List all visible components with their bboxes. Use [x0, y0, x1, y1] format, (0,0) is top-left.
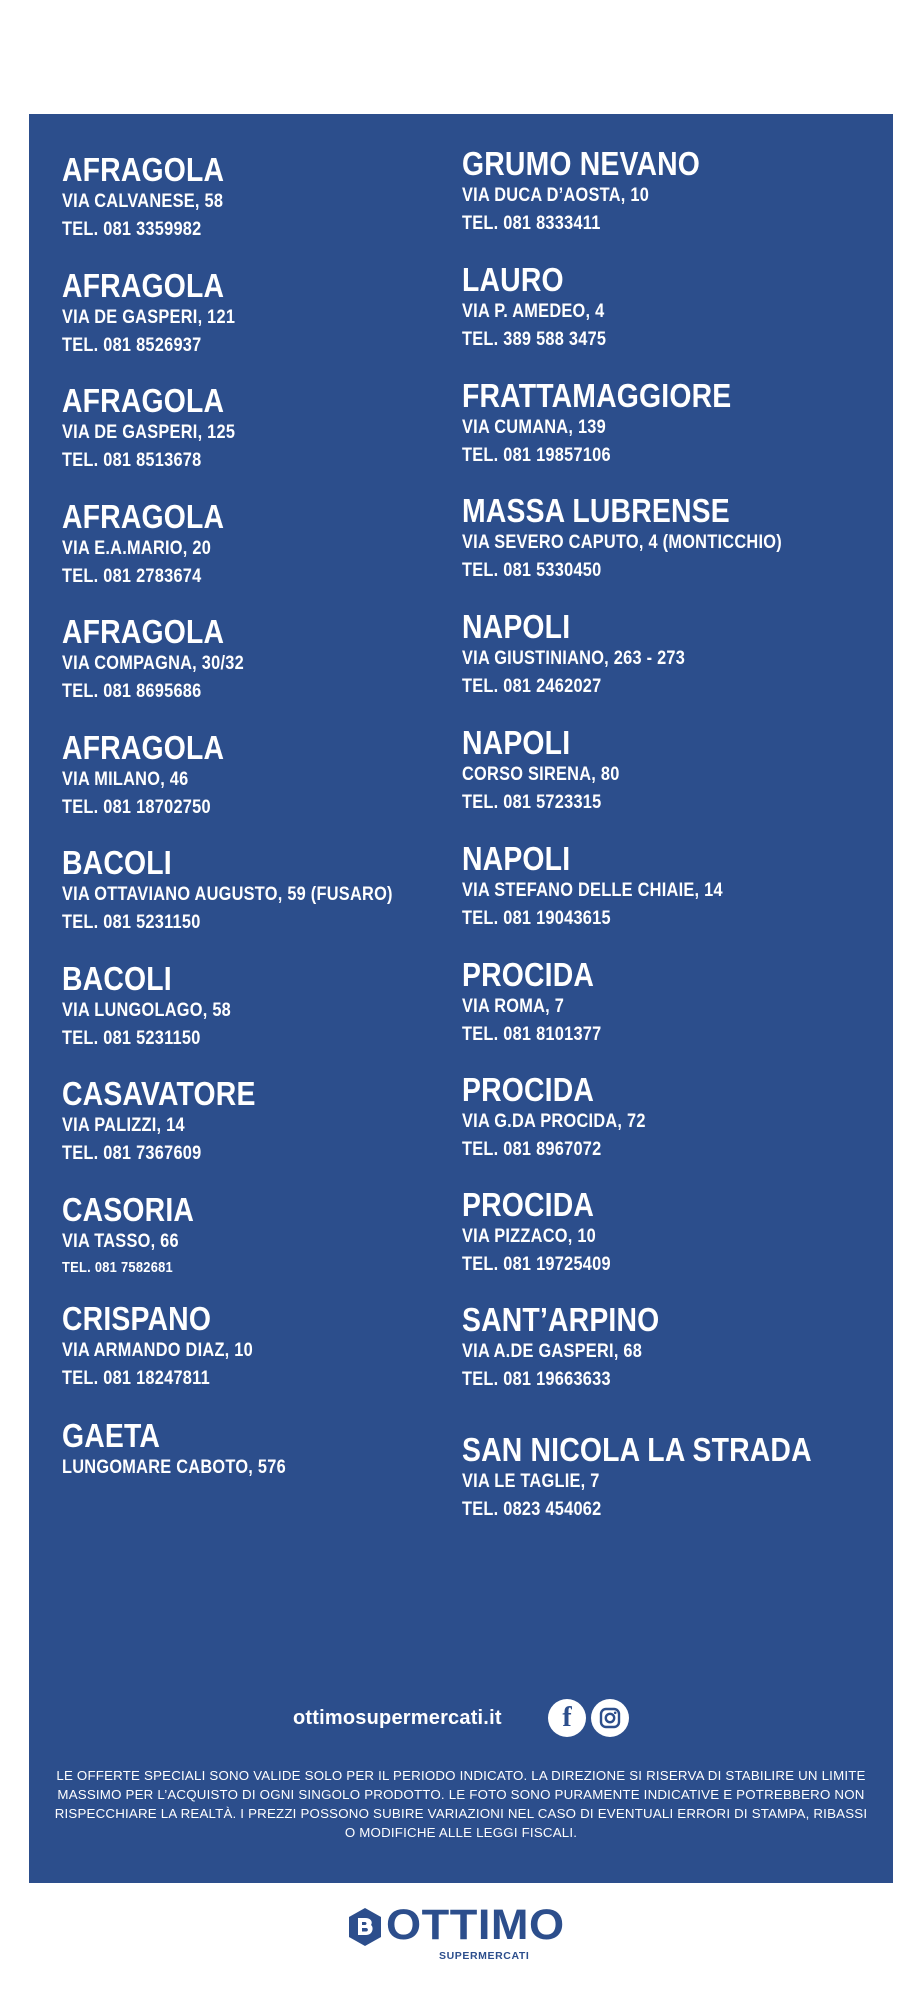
store-city: AFRAGOLA	[62, 382, 225, 419]
store-entry	[62, 383, 263, 475]
store-address: VIA LUNGOLAGO, 58	[62, 1000, 232, 1021]
store-entry	[62, 1192, 216, 1280]
store-city: FRATTAMAGGIORE	[462, 377, 732, 414]
store-phone: TEL. 081 3359982	[62, 219, 202, 240]
store-phone: TEL. 081 5231150	[62, 1028, 201, 1049]
store-phone: TEL. 081 19663633	[462, 1369, 611, 1390]
store-address: CORSO SIRENA, 80	[462, 764, 620, 785]
store-address: VIA SEVERO CAPUTO, 4 (MONTICCHIO)	[462, 532, 782, 553]
store-address: LUNGOMARE CABOTO, 576	[62, 1457, 286, 1478]
store-city: LAURO	[462, 261, 564, 298]
store-entry	[462, 1302, 692, 1394]
store-entry	[62, 499, 251, 591]
store-city: CASORIA	[62, 1191, 195, 1228]
store-city: PROCIDA	[462, 1071, 595, 1108]
store-phone: TEL. 389 588 3475	[462, 329, 607, 350]
store-address: VIA CUMANA, 139	[462, 417, 607, 438]
facebook-icon[interactable]: f	[548, 1699, 586, 1737]
store-entry	[62, 1418, 322, 1482]
store-address: VIA A.DE GASPERI, 68	[462, 1341, 643, 1362]
store-address: VIA LE TAGLIE, 7	[462, 1471, 600, 1492]
instagram-icon[interactable]	[591, 1699, 629, 1737]
store-address: VIA E.A.MARIO, 20	[62, 538, 212, 559]
store-phone: TEL. 081 5723315	[462, 792, 602, 813]
store-city: NAPOLI	[462, 724, 571, 761]
store-phone: TEL. 081 8333411	[462, 213, 601, 234]
store-address: VIA DUCA D’AOSTA, 10	[462, 185, 650, 206]
store-city: PROCIDA	[462, 956, 595, 993]
store-list-panel	[29, 114, 893, 1883]
store-phone: TEL. 081 18247811	[62, 1368, 210, 1389]
store-address: VIA DE GASPERI, 121	[62, 307, 236, 328]
store-city: SAN NICOLA LA STRADA	[462, 1431, 812, 1468]
store-city: GRUMO NEVANO	[462, 145, 701, 182]
store-city: NAPOLI	[462, 840, 571, 877]
store-address: VIA P. AMEDEO, 4	[462, 301, 605, 322]
store-address: VIA G.DA PROCIDA, 72	[462, 1111, 646, 1132]
brand-name: OTTIMO	[386, 1901, 565, 1949]
store-city: CASAVATORE	[62, 1075, 256, 1112]
store-city: SANT’ARPINO	[462, 1301, 660, 1338]
store-entry	[62, 730, 251, 822]
store-entry	[462, 262, 630, 354]
store-entry	[462, 1187, 635, 1279]
store-city: PROCIDA	[462, 1186, 595, 1223]
store-phone: TEL. 081 2783674	[62, 566, 202, 587]
store-address: VIA MILANO, 46	[62, 769, 189, 790]
store-phone: TEL. 081 19857106	[462, 445, 611, 466]
store-phone: TEL. 081 19725409	[462, 1254, 611, 1275]
store-phone: TEL. 081 8695686	[62, 681, 202, 702]
social-row	[29, 1697, 893, 1741]
store-address: VIA PALIZZI, 14	[62, 1115, 185, 1136]
store-entry	[62, 845, 447, 937]
store-entry	[462, 146, 739, 238]
store-entry	[462, 378, 775, 470]
store-entry	[462, 841, 765, 933]
store-city: BACOLI	[62, 960, 172, 997]
store-address: VIA PIZZACO, 10	[462, 1226, 597, 1247]
store-entry	[462, 725, 645, 817]
store-phone: TEL. 081 5231150	[62, 912, 201, 933]
store-entry	[62, 1076, 287, 1168]
store-city: BACOLI	[62, 844, 172, 881]
store-entry	[62, 961, 259, 1053]
store-phone: TEL. 081 8526937	[62, 335, 202, 356]
store-address: VIA TASSO, 66	[62, 1231, 179, 1252]
store-entry	[462, 609, 721, 701]
store-phone: TEL. 081 8513678	[62, 450, 202, 471]
store-entry	[462, 957, 624, 1049]
store-phone: TEL. 081 5330450	[462, 560, 602, 581]
store-entry	[462, 1432, 869, 1524]
store-city: CRISPANO	[62, 1300, 212, 1337]
store-entry	[62, 268, 263, 360]
store-phone: TEL. 081 7367609	[62, 1143, 202, 1164]
ottimo-logo	[346, 1901, 586, 1967]
store-city: AFRAGOLA	[62, 498, 225, 535]
store-address: VIA GIUSTINIANO, 263 - 273	[462, 648, 686, 669]
store-city: MASSA LUBRENSE	[462, 492, 730, 529]
store-phone: TEL. 081 18702750	[62, 797, 211, 818]
store-city: AFRAGOLA	[62, 729, 225, 766]
store-address: VIA COMPAGNA, 30/32	[62, 653, 244, 674]
store-address: VIA ROMA, 7	[462, 996, 565, 1017]
store-phone: TEL. 081 8967072	[462, 1139, 602, 1160]
store-entry	[462, 1072, 676, 1164]
store-phone: TEL. 081 8101377	[462, 1024, 602, 1045]
ottimo-logo-mark-icon	[346, 1907, 384, 1947]
store-address: VIA OTTAVIANO AUGUSTO, 59 (FUSARO)	[62, 884, 393, 905]
store-entry	[462, 493, 834, 585]
store-address: VIA STEFANO DELLE CHIAIE, 14	[462, 880, 723, 901]
store-phone: TEL. 081 2462027	[462, 676, 602, 697]
store-city: AFRAGOLA	[62, 613, 225, 650]
store-city: GAETA	[62, 1417, 161, 1454]
store-phone: TEL. 081 7582681	[62, 1259, 173, 1276]
store-entry	[62, 614, 274, 706]
store-city: AFRAGOLA	[62, 267, 225, 304]
store-phone: TEL. 081 19043615	[462, 908, 611, 929]
store-address: VIA CALVANESE, 58	[62, 191, 224, 212]
website-link[interactable]: ottimosupermercati.it	[293, 1707, 502, 1729]
store-address: VIA DE GASPERI, 125	[62, 422, 236, 443]
brand-subtitle: SUPERMERCATI	[439, 1950, 530, 1962]
store-entry	[62, 1301, 284, 1393]
store-city: NAPOLI	[462, 608, 571, 645]
legal-disclaimer: LE OFFERTE SPECIALI SONO VALIDE SOLO PER IL PERIODO INDICATO. LA DIREZIONE SI RISERVA DI STABILIRE UN LIMITE MASSIMO PER L’ACQUISTO DI OGNI SINGOLO PRODOTTO. LE FOTO SONO PURAMENTE INDICATIVE E POTREBBERO NON RISPECCHIARE LA REALTÀ. I PREZZI POSSONO SUBIRE VARIAZIONI NEL CASO DI EVENTUALI ERRORI DI STAMPA, RIBASSI O MODIFICHE ALLE LEGGI FISCALI.	[54, 1768, 868, 1840]
store-city: AFRAGOLA	[62, 151, 225, 188]
store-address: VIA ARMANDO DIAZ, 10	[62, 1340, 253, 1361]
store-entry	[62, 152, 251, 244]
store-phone: TEL. 0823 454062	[462, 1499, 602, 1520]
